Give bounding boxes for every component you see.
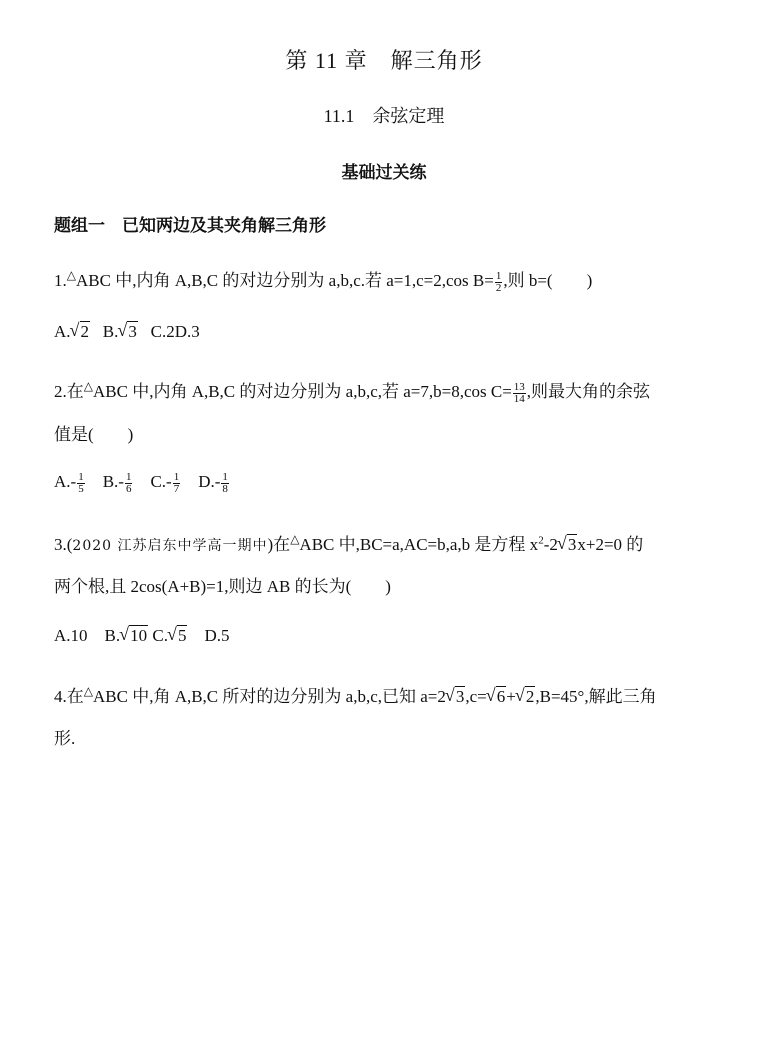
q3-line-2: 两个根,且 2cos(A+B)=1,则边 AB 的长为( ) xyxy=(54,577,391,596)
question-4 xyxy=(54,682,657,707)
q3-superscript: 2 xyxy=(538,534,544,547)
q4-text-end: ,B=45°,解此三角 xyxy=(535,687,657,706)
practice-heading: 基础过关练 xyxy=(341,163,427,182)
q3-options xyxy=(54,626,230,646)
q3-option-b-sqrt: √ 10 xyxy=(120,626,148,646)
q4-sqrt-3: √ 2 xyxy=(516,687,536,707)
triangle-symbol: △ xyxy=(83,684,93,698)
q1-option-b-label: B. xyxy=(102,322,119,341)
q4-sqrt-1: √ 3 xyxy=(446,687,466,707)
question-3 xyxy=(54,530,643,555)
q3-text-mid: -2 xyxy=(543,535,558,554)
q3-number: 3.( xyxy=(54,535,73,554)
q2-option-b: B.- $\frac{1}{6}$ xyxy=(102,471,132,495)
q1-option-b-sqrt: √ 3 xyxy=(118,322,138,342)
q2-options xyxy=(54,472,230,495)
q2-text-end: ,则最大角的余弦 xyxy=(526,382,651,401)
q4-number: 4.在 xyxy=(54,687,84,706)
q4-sqrt-2: √ 6 xyxy=(487,687,507,707)
q1-option-a-sqrt: √ 2 xyxy=(71,322,91,342)
q3-option-a: A.10 xyxy=(54,626,88,645)
q2-number: 2.在 xyxy=(54,382,84,401)
q3-source-close: )在 xyxy=(267,535,291,554)
q3-option-d: D.5 xyxy=(204,626,230,645)
q1-fraction: $\frac{1}{2}$ xyxy=(495,269,502,294)
question-group-heading: 题组一 已知两边及其夹角解三角形 xyxy=(54,216,326,235)
q2-fraction: $\frac{13}{14}$ xyxy=(513,380,525,405)
q3-option-c-sqrt: √ 5 xyxy=(168,626,188,646)
q3-sqrt: √ 3 xyxy=(558,535,578,555)
q1-text-end: ,则 b=( ) xyxy=(503,271,593,290)
q2-line-2: 值是( ) xyxy=(54,425,134,444)
q4-line-2: 形. xyxy=(54,729,76,748)
q2-option-a: A.- $\frac{1}{5}$ xyxy=(54,471,84,495)
triangle-symbol: △ xyxy=(290,532,300,546)
q2-text: ABC 中,内角 A,B,C 的对边分别为 a,b,c,若 a=7,b=8,cos C= xyxy=(92,382,512,401)
q4-text-mid: ,c= xyxy=(465,687,487,706)
q3-text-end: x+2=0 的 xyxy=(577,535,644,554)
section-title: 11.1 余弦定理 xyxy=(323,106,445,126)
question-1 xyxy=(54,266,592,294)
q2-option-d: D.- $\frac{1}{8}$ xyxy=(198,471,228,495)
q3-option-c-label: C. xyxy=(152,626,168,645)
q3-option-b-label: B. xyxy=(104,626,121,645)
q4-plus: + xyxy=(506,687,516,706)
q1-number: 1. xyxy=(54,271,67,290)
triangle-symbol: △ xyxy=(66,268,76,282)
q2-option-c: C.- $\frac{1}{7}$ xyxy=(150,471,180,495)
q1-text: ABC 中,内角 A,B,C 的对边分别为 a,b,c.若 a=1,c=2,cos B= xyxy=(75,271,494,290)
q1-options xyxy=(54,322,200,342)
chapter-title: 第 11 章 解三角形 xyxy=(285,48,483,73)
q3-source: 江苏启东中学高一期中 xyxy=(117,538,268,554)
q3-source-year: 2020 xyxy=(72,538,118,554)
q1-option-a-label: A. xyxy=(54,322,71,341)
triangle-symbol: △ xyxy=(83,379,93,393)
q4-text: ABC 中,角 A,B,C 所对的边分别为 a,b,c,已知 a=2 xyxy=(92,687,446,706)
q3-text: ABC 中,BC=a,AC=b,a,b 是方程 x xyxy=(299,535,539,554)
q1-option-cd: C.2D.3 xyxy=(150,322,200,341)
question-2 xyxy=(54,377,650,405)
